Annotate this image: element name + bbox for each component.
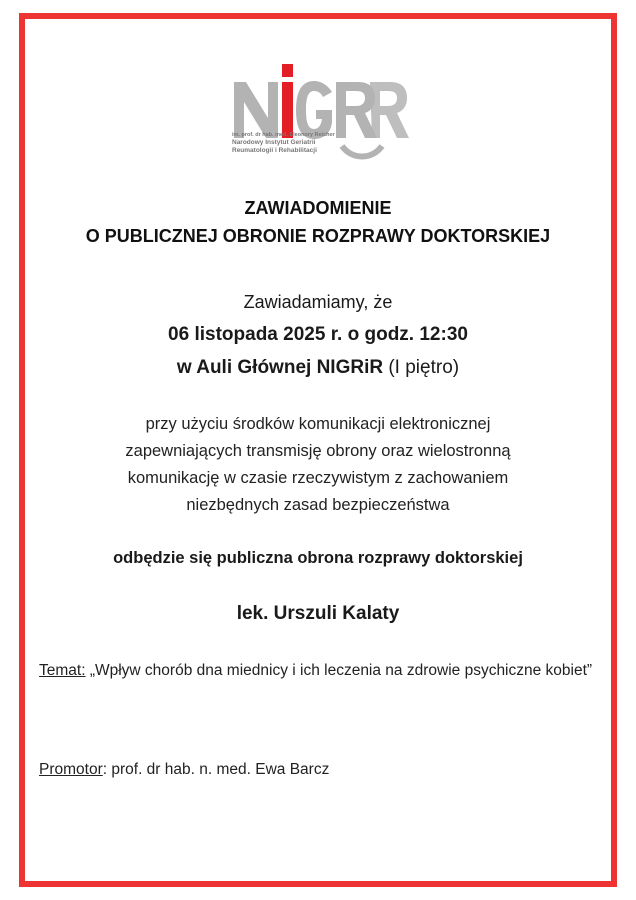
paragraph-line-2: zapewniających transmisję obrony oraz wielostronną bbox=[125, 442, 511, 460]
logo-subtitle-2: Narodowy Instytut Geriatrii bbox=[232, 139, 316, 146]
place-line bbox=[30, 353, 606, 383]
heading-line-2: O PUBLICZNEJ OBRONIE ROZPRAWY DOKTORSKIEJ bbox=[85, 226, 551, 246]
paragraph-line-3: komunikację w czasie rzeczywistym z zachowaniem bbox=[127, 469, 509, 487]
supervisor-block bbox=[39, 758, 597, 781]
intro-text: Zawiadamiamy, że bbox=[243, 292, 393, 312]
place-floor: (I piętro) bbox=[383, 357, 460, 378]
logo-subtitle-3: Reumatologii i Rehabilitacji bbox=[232, 147, 317, 154]
paragraph-line-4: niezbędnych zasad bezpieczeństwa bbox=[186, 496, 450, 514]
supervisor-label: Promotor bbox=[39, 761, 103, 778]
date-line: 06 listopada 2025 r. o godz. 12:30 bbox=[168, 324, 468, 345]
candidate-name: lek. Urszuli Kalaty bbox=[236, 603, 400, 624]
topic-block bbox=[39, 659, 597, 682]
logo-subtitle-1: im. prof. dr hab. med. Eleonory Reicher bbox=[232, 132, 335, 138]
paragraph-line-1: przy użyciu środków komunikacji elektronicznej bbox=[145, 415, 491, 433]
announcement: odbędzie się publiczna obrona rozprawy doktorskiej bbox=[113, 549, 523, 567]
supervisor-text: : prof. dr hab. n. med. Ewa Barcz bbox=[102, 761, 330, 778]
topic-text: „Wpływ chorób dna miednicy i ich leczenia na zdrowie psychiczne kobiet” bbox=[85, 662, 593, 679]
topic-label: Temat: bbox=[39, 662, 86, 679]
heading-line-1: ZAWIADOMIENIE bbox=[244, 198, 392, 218]
place-bold: w Auli Głównej NIGRiR bbox=[176, 357, 384, 378]
